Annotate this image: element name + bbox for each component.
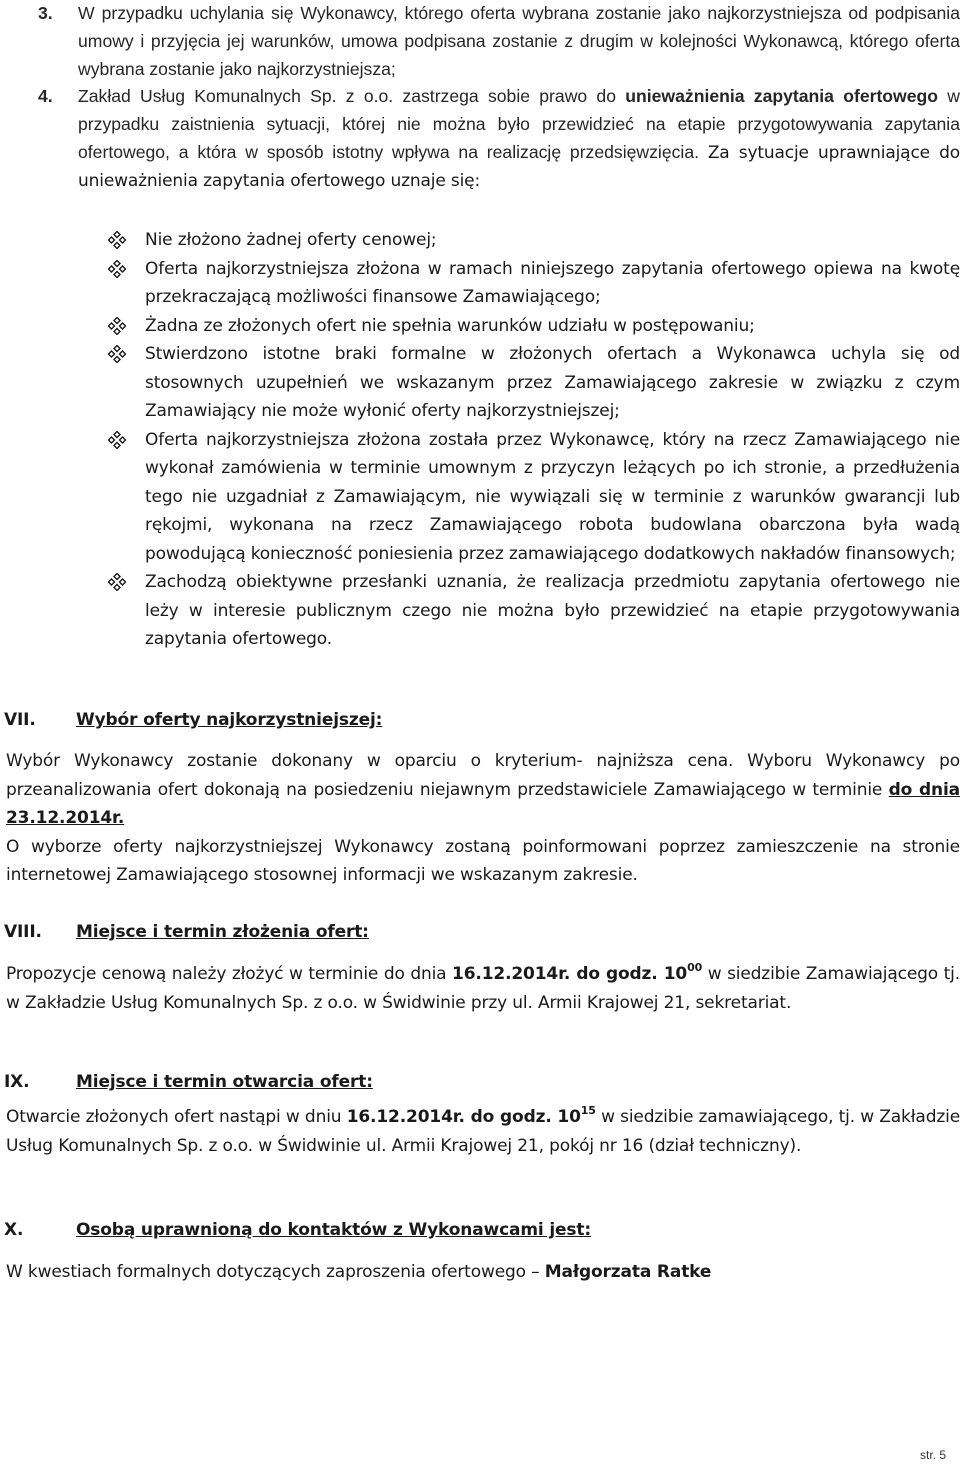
section-title: Osobą uprawnioną do kontaktów z Wykonawcami jest: (76, 1220, 591, 1240)
list-item (108, 568, 960, 654)
diamond-bullet-icon (108, 312, 128, 340)
bullet-text: Żadna ze złożonych ofert nie spełnia warunków udziału w postępowaniu; (145, 315, 755, 336)
bullet-text: Nie złożono żadnej oferty cenowej; (145, 230, 437, 250)
bullet-text: Zachodzą obiektywne przesłanki uznania, że realizacja przedmiotu zapytania ofertowego nie leży w interesie publicznym czego nie można było przewidzieć na etapie przygotowywania zapytania ofertowego. (145, 572, 960, 649)
bullet-list (108, 226, 960, 654)
section-title: Wybór oferty najkorzystniejszej: (76, 710, 383, 730)
item-4-text-c: Za sytuacje uprawniające do unieważnienia zapytania ofertowego uznaje się: (78, 142, 960, 192)
diamond-bullet-icon (108, 568, 128, 596)
section-ix-body (0, 1103, 960, 1160)
section-vii-body (0, 747, 960, 890)
list-item (108, 312, 960, 341)
item-4-text-b: w przypadku zaistnienia sytuacji, której nie można było przewidzieć na etapie przygotowywania zapytania ofertowego, a która w sposób istotny wpływa na realizację przedsięwzięcia. (78, 86, 960, 162)
time-minutes: 15 (580, 1104, 596, 1117)
opening-date: 16.12.2014r. do godz. 10 (346, 1107, 581, 1127)
section-viii-body (0, 960, 960, 1017)
bullet-text: Oferta najkorzystniejsza złożona w ramach niniejszego zapytania ofertowego opiewa na kwotę przekraczającą możliwości finansowe Zamawiającego; (145, 258, 960, 307)
diamond-bullet-icon (108, 340, 128, 368)
diamond-bullet-icon (108, 255, 128, 283)
item-3-text: W przypadku uchylania się Wykonawcy, którego oferta wybrana zostanie jako najkorzystniejsza od podpisania umowy i przyjęcia jej warunków, umowa podpisana zostanie z drugim w kolejności Wykonawcą, którego oferta wybrana zostanie jako najkorzystniejsza; (78, 3, 960, 79)
para-text: Propozycje cenową należy złożyć w terminie do dnia (6, 964, 447, 984)
page-number: str. 5 (919, 1448, 946, 1462)
bullet-text: Stwierdzono istotne braki formalne w złożonych ofertach a Wykonawca uchyla się od stosownych uzupełnień we wskazanym przez Zamawiającego zakresie w związku z czym Zamawiający nie może wyłonić oferty najkorzystniejszej; (145, 344, 960, 421)
deadline-date: do dnia 23.12.2014r. (6, 779, 960, 828)
item-4-text-bold: unieważnienia zapytania ofertowego (625, 86, 939, 106)
list-item (108, 255, 960, 312)
section-number: VII. (4, 710, 36, 730)
para-text: w siedzibie zamawiającego, tj. w Zakładzie Usług Komunalnych Sp. z o.o. w Świdwinie ul. Armii Krajowej 21, pokój nr 16 (dział techniczny). (6, 1107, 960, 1156)
para-text: w siedzibie Zamawiającego tj. w Zakładzie Usług Komunalnych Sp. z o.o. w Świdwinie przy ul. Armii Krajowej 21, sekretariat. (6, 964, 960, 1013)
section-vii-para-2: O wyborze oferty najkorzystniejszej Wykonawcy zostaną poinformowani poprzez zamieszczenie na stronie internetowej Zamawiającego stosownej informacji we wskazanym zakresie. (6, 836, 960, 885)
list-item-3 (0, 0, 960, 83)
para-text: W kwestiach formalnych dotyczących zaproszenia ofertowego – (6, 1262, 540, 1282)
submission-date: 16.12.2014r. do godz. 10 (452, 964, 688, 984)
item-4-text-a: Zakład Usług Komunalnych Sp. z o.o. zastrzega sobie prawo do (78, 86, 617, 106)
list-item (108, 340, 960, 426)
section-number: X. (4, 1220, 24, 1240)
item-number: 3. (38, 3, 53, 23)
list-item (108, 426, 960, 569)
section-title: Miejsce i termin złożenia ofert: (76, 922, 369, 942)
section-ix-para (6, 1103, 960, 1160)
item-number: 4. (38, 86, 53, 106)
section-title: Miejsce i termin otwarcia ofert: (76, 1072, 373, 1092)
item-4-text (0, 83, 960, 196)
section-x-body (0, 1258, 960, 1287)
diamond-bullet-icon (108, 426, 128, 454)
section-number: VIII. (4, 922, 42, 942)
para-text: Wybór Wykonawcy zostanie dokonany w oparciu o kryterium- najniższa cena. Wyboru Wykonawcy po przeanalizowania ofert dokonają na posiedzeniu niejawnym przedstawiciele Zamawiającego w terminie (6, 751, 960, 800)
section-number: IX. (4, 1072, 30, 1092)
bullet-text: Oferta najkorzystniejsza złożona została przez Wykonawcę, który na rzecz Zamawiającego nie wykonał zamówienia w terminie umownym z przyczyn leżących po ich stronie, a przedłużenia tego nie uzgadniał z Zamawiającym, nie wywiązali się w terminie z warunków gwarancji lub rękojmi, wykonana na rzecz Zamawiającego robota budowlana obarczona była wadą powodującą konieczność poniesienia przez zamawiającego dodatkowych nakładów finansowych; (145, 429, 960, 564)
list-item-4 (0, 83, 960, 196)
section-viii-para (6, 960, 960, 1017)
section-vii-para-1 (6, 747, 960, 833)
para-text: Otwarcie złożonych ofert nastąpi w dniu (6, 1107, 342, 1127)
section-x-para (6, 1258, 960, 1287)
diamond-bullet-icon (108, 226, 128, 254)
list-item (108, 226, 960, 255)
time-minutes: 00 (687, 961, 703, 974)
contact-person: Małgorzata Ratke (544, 1262, 712, 1282)
